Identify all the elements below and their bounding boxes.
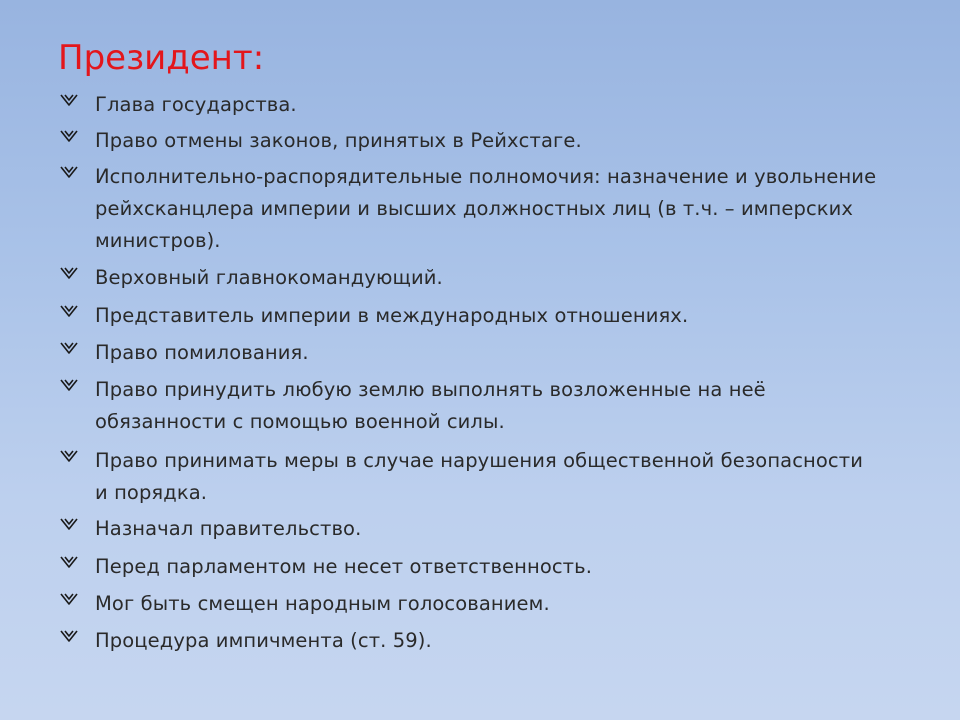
bullet-item xyxy=(60,161,880,257)
checkmark-arrow-icon xyxy=(60,128,78,146)
checkmark-arrow-icon xyxy=(60,303,78,321)
bullet-text: Право принудить любую землю выполнять возложенные на неё обязанности с помощью военной силы. xyxy=(95,378,766,433)
checkmark-arrow-icon xyxy=(60,377,78,395)
checkmark-arrow-icon xyxy=(60,628,78,646)
bullet-item xyxy=(60,374,880,438)
slide-title: Президент: xyxy=(58,38,265,78)
checkmark-arrow-icon xyxy=(60,340,78,358)
bullet-item xyxy=(60,262,880,294)
checkmark-arrow-icon xyxy=(60,164,78,182)
bullet-item xyxy=(60,513,880,545)
bullet-text: Право отмены законов, принятых в Рейхстаге. xyxy=(95,129,582,152)
bullet-item xyxy=(60,89,880,121)
checkmark-arrow-icon xyxy=(60,591,78,609)
bullet-item xyxy=(60,337,880,369)
bullet-item xyxy=(60,445,880,509)
bullet-text: Глава государства. xyxy=(95,93,297,116)
bullet-item xyxy=(60,300,880,332)
bullet-text: Исполнительно-распорядительные полномочия: назначение и увольнение рейхсканцлера империи и высших должностных лиц (в т.ч. – имперских министров). xyxy=(95,165,877,252)
bullet-item xyxy=(60,551,880,583)
checkmark-arrow-icon xyxy=(60,554,78,572)
bullet-text: Право помилования. xyxy=(95,341,309,364)
checkmark-arrow-icon xyxy=(60,92,78,110)
bullet-text: Назначал правительство. xyxy=(95,517,362,540)
bullet-item xyxy=(60,125,880,157)
bullet-text: Право принимать меры в случае нарушения общественной безопасности и порядка. xyxy=(95,449,863,504)
bullet-text: Перед парламентом не несет ответственность. xyxy=(95,555,593,578)
checkmark-arrow-icon xyxy=(60,448,78,466)
checkmark-arrow-icon xyxy=(60,516,78,534)
bullet-text: Верховный главнокомандующий. xyxy=(95,266,443,289)
bullet-text: Представитель империи в международных отношениях. xyxy=(95,304,689,327)
bullet-item xyxy=(60,588,880,620)
checkmark-arrow-icon xyxy=(60,265,78,283)
bullet-text: Процедура импичмента (ст. 59). xyxy=(95,629,432,652)
bullet-item xyxy=(60,625,880,657)
bullet-text: Мог быть смещен народным голосованием. xyxy=(95,592,550,615)
